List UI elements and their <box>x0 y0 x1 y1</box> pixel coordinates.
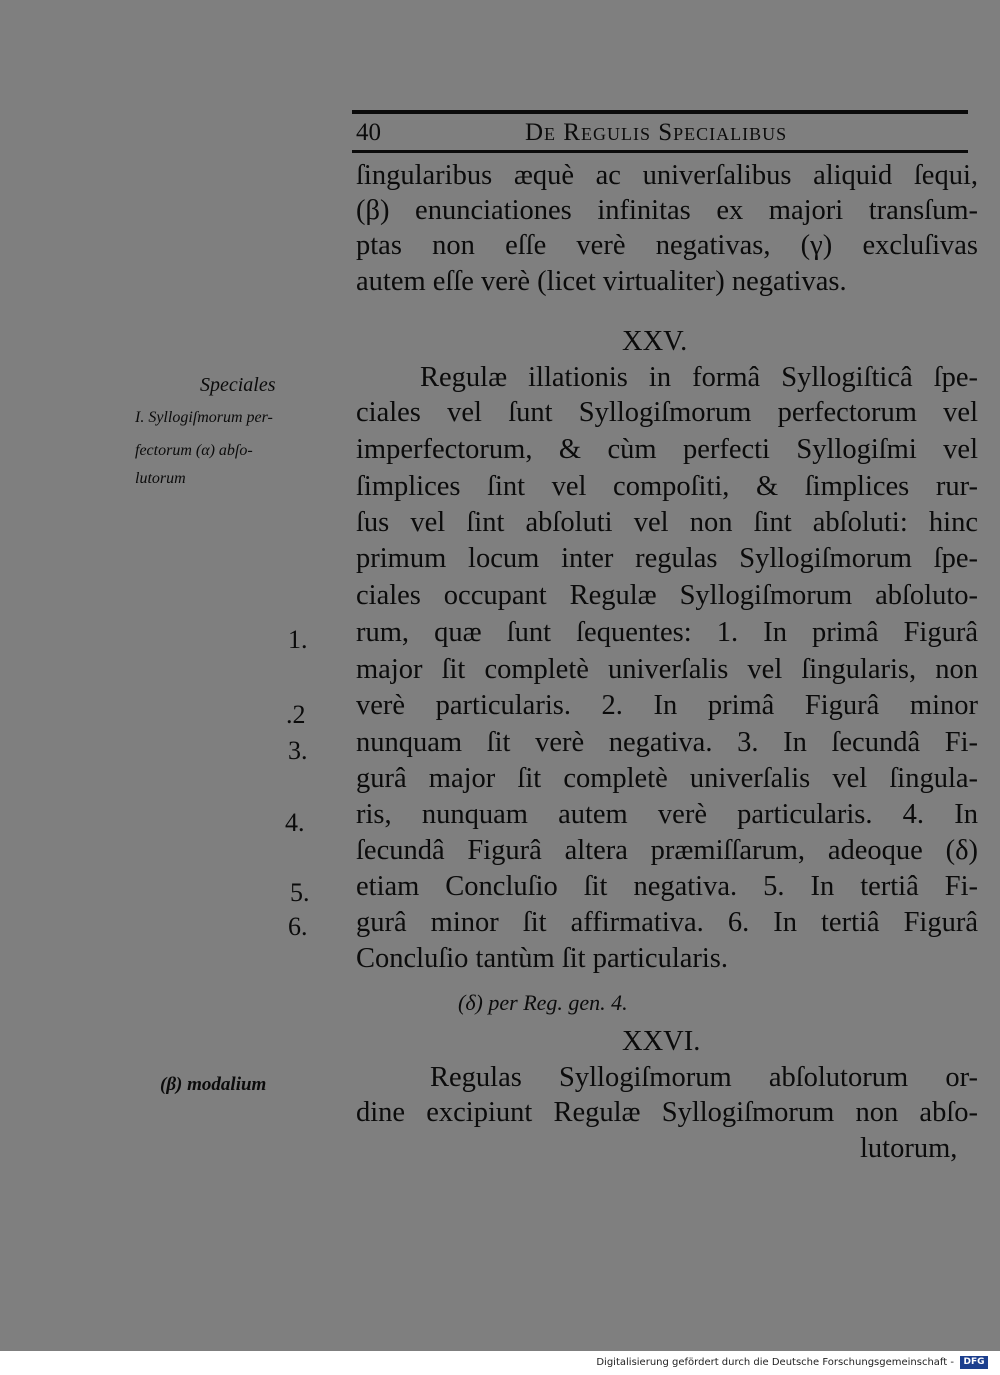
margin-note-syllogismorum: lutorum <box>135 470 186 487</box>
xxv-line: Regulæ illationis in formâ Syllogiſticâ ſpe- <box>420 362 978 393</box>
body-line: autem eſſe verè (licet virtualiter) negativas. <box>356 266 847 297</box>
xxv-line: ris, nunquam autem verè particularis. 4. In <box>356 799 978 830</box>
xxv-line: primum locum inter regulas Syllogiſmorum ſpe- <box>356 543 978 574</box>
margin-number: 1. <box>288 625 308 654</box>
margin-number: 4. <box>285 808 305 837</box>
xxv-line: Concluſio tantùm ſit particularis. <box>356 943 729 974</box>
xxv-line: major ſit completè univerſalis vel ſingularis, non <box>356 654 978 685</box>
footer-bar <box>0 1351 1000 1375</box>
xxvi-line: lutorum, <box>860 1133 958 1164</box>
xxv-line: gurâ minor ſit affirmativa. 6. In tertiâ Figurâ <box>356 907 978 938</box>
xxvi-line: Regulas Syllogiſmorum abſolutorum or- <box>430 1062 978 1093</box>
xxv-line: gurâ major ſit completè univerſalis vel ſingula- <box>356 763 978 794</box>
xxv-line: ſecundâ Figurâ altera præmiſſarum, adeoque (δ) <box>356 835 978 866</box>
margin-note-syllogismorum: fectorum (α) abſo- <box>135 442 253 459</box>
margin-number: .2 <box>286 700 306 729</box>
xxvi-line: dine excipiunt Regulæ Syllogiſmorum non abſo- <box>356 1097 978 1128</box>
body-line: ptas non eſſe verè negativas, (γ) excluſivas <box>356 230 978 261</box>
margin-number: 6. <box>288 912 308 941</box>
header-rule-top <box>352 110 968 114</box>
margin-number: 3. <box>288 736 308 765</box>
body-line: (β) enunciationes infinitas ex majori transſum- <box>356 195 978 226</box>
body-line: ſingularibus æquè ac univerſalibus aliquid ſequi, <box>356 160 978 191</box>
running-title: De Regulis Specialibus <box>525 119 788 146</box>
footnote: (δ) per Reg. gen. 4. <box>458 990 628 1015</box>
xxv-line: imperfectorum, & cùm perfecti Syllogiſmi vel <box>356 434 978 465</box>
dfg-logo: DFG <box>960 1356 988 1369</box>
xxv-line: ciales occupant Regulæ Syllogiſmorum abſoluto- <box>356 580 978 611</box>
xxv-line: etiam Concluſio ſit negativa. 5. In tertiâ Fi- <box>356 871 978 902</box>
xxv-line: rum, quæ ſunt ſequentes: 1. In primâ Figurâ <box>356 617 978 648</box>
header-rule-bottom <box>352 150 968 153</box>
xxv-line: verè particularis. 2. In primâ Figurâ minor <box>356 690 978 721</box>
page-number: 40 <box>356 119 381 146</box>
margin-note-speciales: Speciales <box>200 374 276 396</box>
xxv-line: ſus vel ſint abſoluti vel non ſint abſoluti: hinc <box>356 507 978 538</box>
footer-credit: Digitalisierung gefördert durch die Deutsche Forschungsgemeinschaft - <box>596 1357 954 1368</box>
xxv-line: ſimplices ſint vel compoſiti, & ſimplices rur- <box>356 471 978 502</box>
section-heading-xxv: XXV. <box>622 326 688 357</box>
section-heading-xxvi: XXVI. <box>622 1026 701 1057</box>
margin-note-modalium: (β) modalium <box>160 1074 267 1095</box>
margin-note-syllogismorum: I. Syllogiſmorum per- <box>135 409 273 426</box>
xxv-line: ciales vel ſunt Syllogiſmorum perfectorum vel <box>356 397 978 428</box>
xxv-line: nunquam ſit verè negativa. 3. In ſecundâ Fi- <box>356 727 978 758</box>
margin-number: 5. <box>290 878 310 907</box>
